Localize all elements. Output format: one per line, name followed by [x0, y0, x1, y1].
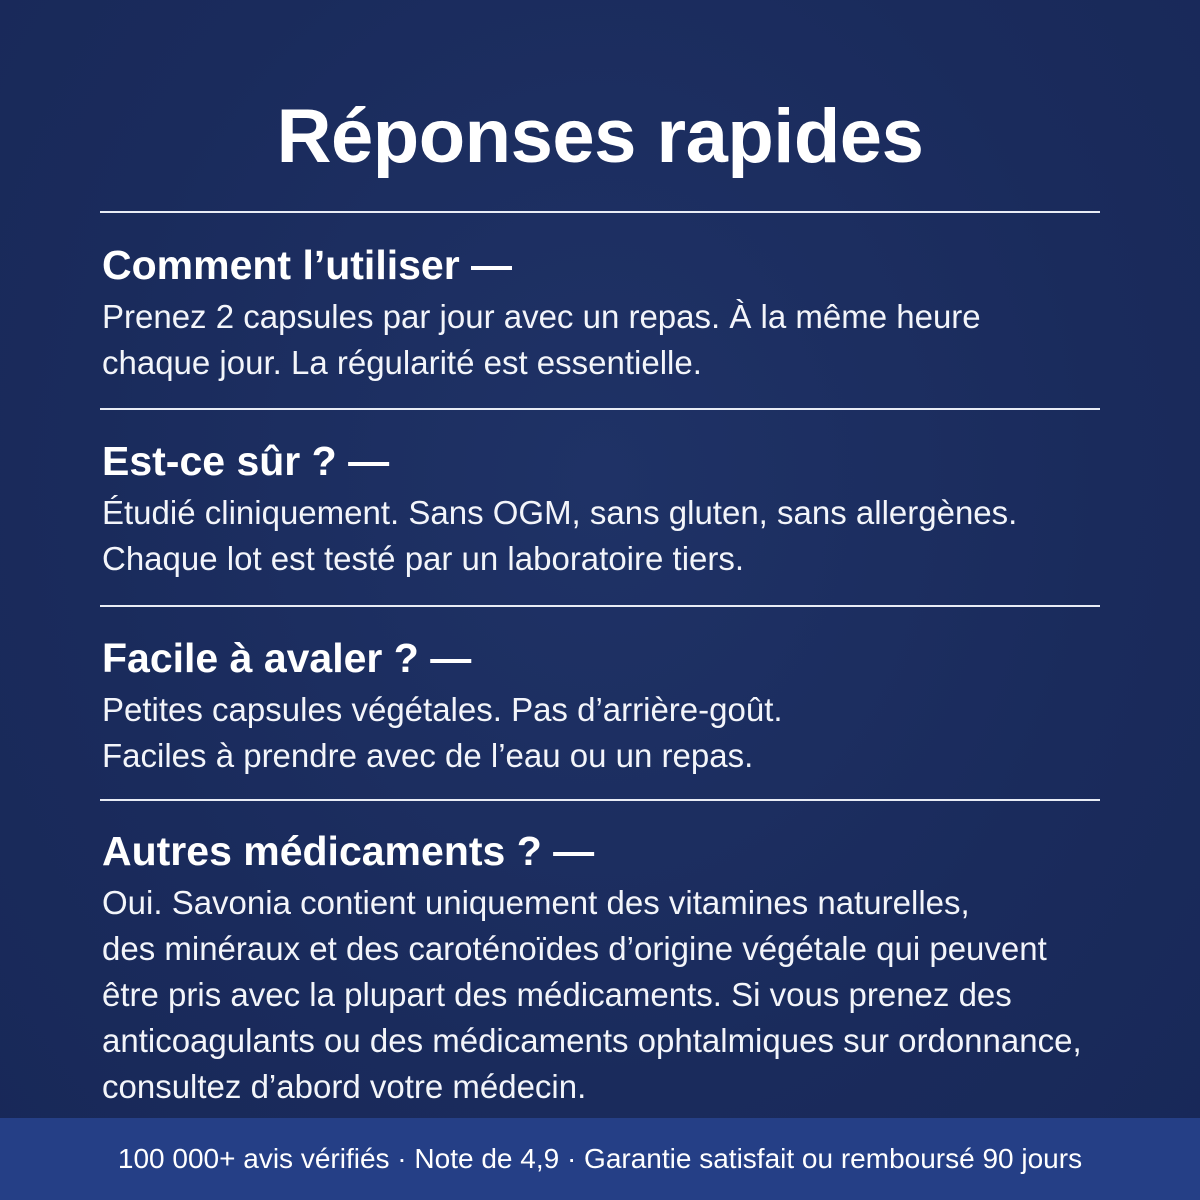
faq-question: Facile à avaler ? —: [102, 635, 472, 681]
page-title: Réponses rapides: [276, 94, 924, 179]
answer-line: Faciles à prendre avec de l’eau ou un repas.: [102, 737, 754, 774]
answer-line: Oui. Savonia contient uniquement des vitamines naturelles,: [102, 884, 970, 921]
faq-item-medications: [102, 826, 1112, 1110]
answer-line: Petites capsules végétales. Pas d’arrière-goût.: [102, 691, 783, 728]
faq-question: Est-ce sûr ? —: [102, 438, 390, 484]
divider: [100, 211, 1100, 213]
divider: [100, 408, 1100, 410]
faq-item-usage: [102, 240, 1112, 386]
faq-question: Comment l’utiliser —: [102, 242, 513, 288]
answer-line: anticoagulants ou des médicaments ophtalmiques sur ordonnance,: [102, 1022, 1082, 1059]
answer-line: être pris avec la plupart des médicaments. Si vous prenez des: [102, 976, 1012, 1013]
faq-item-safety: [102, 436, 1112, 582]
faq-answer: [102, 880, 1112, 1110]
divider: [100, 799, 1100, 801]
answer-line: Prenez 2 capsules par jour avec un repas. À la même heure: [102, 298, 981, 335]
answer-line: chaque jour. La régularité est essentielle.: [102, 344, 702, 381]
faq-item-swallow: [102, 633, 1112, 779]
divider: [100, 605, 1100, 607]
faq-answer: [102, 294, 1112, 386]
answer-line: Étudié cliniquement. Sans OGM, sans gluten, sans allergènes.: [102, 494, 1018, 531]
trust-banner-text: 100 000+ avis vérifiés · Note de 4,9 · Garantie satisfait ou remboursé 90 jours: [117, 1143, 1083, 1174]
faq-answer: [102, 490, 1112, 582]
faq-question: Autres médicaments ? —: [102, 828, 595, 874]
answer-line: des minéraux et des caroténoïdes d’origine végétale qui peuvent: [102, 930, 1047, 967]
answer-line: consultez d’abord votre médecin.: [102, 1068, 587, 1105]
answer-line: Chaque lot est testé par un laboratoire tiers.: [102, 540, 745, 577]
faq-answer: [102, 687, 1112, 779]
trust-banner: [0, 1118, 1200, 1200]
